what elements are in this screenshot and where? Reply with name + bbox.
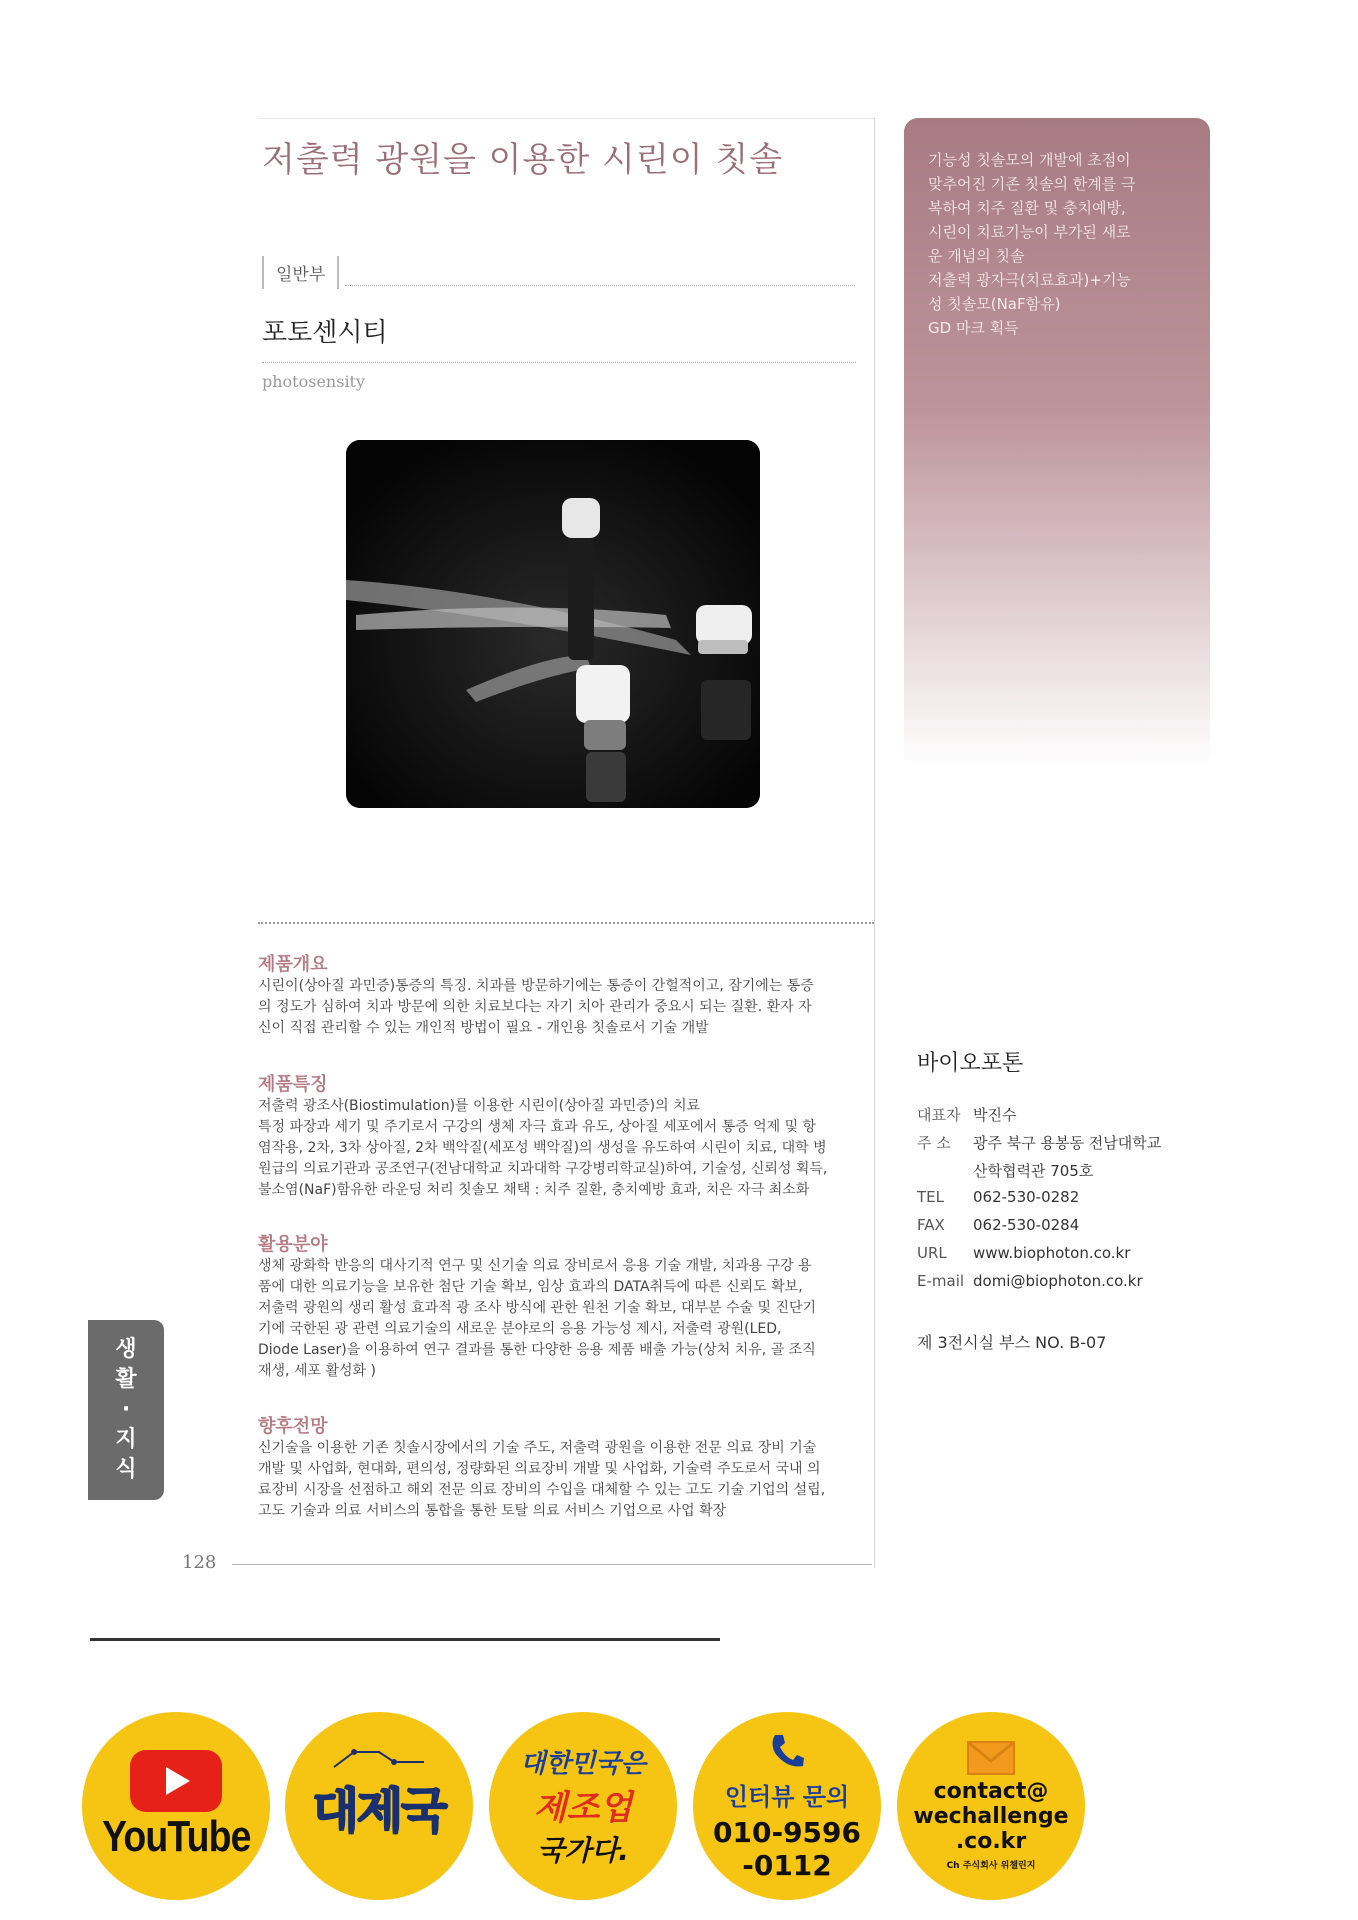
youtube-label: YouTube — [101, 1812, 251, 1861]
section-line: 시린이(상아질 과민증)통증의 특징. 치과를 방문하기에는 통증이 간헐적이고, 잠기에는 통증 — [258, 978, 814, 994]
email-link[interactable]: domi@biophoton.co.kr — [973, 1272, 1143, 1290]
tab-char: · — [121, 1397, 131, 1422]
info-row-tel — [917, 1188, 1079, 1206]
category-label: 일반부 — [262, 256, 339, 289]
tab-char: 활 — [115, 1367, 137, 1392]
section-body — [258, 1438, 850, 1522]
summary-text — [928, 148, 1190, 340]
section-line: 재생, 세포 활성화 ) — [258, 1363, 376, 1379]
section-overview — [258, 950, 850, 1039]
section-outlook — [258, 1412, 850, 1522]
section-line: 품에 대한 의료기능을 보유한 첨단 기술 확보, 임상 효과의 DATA취득에 따른 신뢰도 확보, — [258, 1279, 803, 1295]
section-body — [258, 976, 850, 1039]
summary-line: 맞추어진 기존 칫솔의 한계를 극 — [928, 175, 1136, 193]
section-line: 저출력 광원의 생리 활성 효과적 광 조사 방식에 관한 원천 기술 확보, 대부분 수술 및 진단기 — [258, 1300, 817, 1316]
section-line: 생체 광화학 반응의 대사기적 연구 및 신기술 의료 장비로서 응용 기술 개발, 치과용 구강 용 — [258, 1258, 812, 1274]
section-line: 염작용, 2차, 3차 상아질, 2차 백악질(세포성 백악질)의 생성을 유도하여 시린이 치료, 대학 병 — [258, 1140, 827, 1156]
section-line: 불소염(NaF)함유한 라운딩 처리 칫솔모 채택 : 치주 질환, 충치예방 효과, 치은 자극 최소화 — [258, 1182, 810, 1198]
section-applications — [258, 1230, 850, 1382]
slogan-line-1: 대한민국은 — [520, 1749, 646, 1779]
info-key: 주 소 — [917, 1134, 951, 1152]
company-name: 포토센시티 — [262, 318, 388, 348]
info-value: 062-530-0284 — [973, 1216, 1080, 1234]
info-key: 대표자 — [917, 1106, 961, 1124]
section-heading: 활용분야 — [258, 1234, 328, 1255]
section-tab — [88, 1320, 164, 1500]
info-row-address — [917, 1132, 1161, 1153]
section-body — [258, 1096, 850, 1201]
website-link[interactable]: www.biophoton.co.kr — [973, 1244, 1131, 1262]
section-line: 고도 기술과 의료 서비스의 통합을 통한 토탈 의료 서비스 기업으로 사업 확장 — [258, 1503, 727, 1519]
slogan-badge[interactable] — [489, 1712, 677, 1900]
info-value: 박진수 — [973, 1106, 1017, 1124]
email-line-1: contact@ — [933, 1779, 1049, 1804]
youtube-button[interactable] — [82, 1712, 270, 1900]
tab-char: 식 — [115, 1457, 137, 1482]
article-title: 저출력 광원을 이용한 시린이 칫솔 — [262, 140, 784, 180]
summary-line: GD 마크 획득 — [928, 319, 1019, 337]
booth-number: 제 3전시실 부스 NO. B-07 — [917, 1333, 1107, 1352]
email-line-2: wechallenge — [913, 1804, 1069, 1829]
daejeguk-label: 대제국 — [312, 1782, 446, 1839]
scan-edge-line — [90, 1638, 720, 1641]
slogan-line-3: 국가다. — [537, 1834, 629, 1867]
info-row-address-2 — [917, 1160, 1093, 1181]
summary-line: 성 칫솔모(NaF함유) — [928, 295, 1061, 313]
email-line-3: .co.kr — [955, 1829, 1027, 1854]
slogan-line-2: 제조업 — [533, 1788, 633, 1828]
info-row-email — [917, 1272, 1143, 1290]
section-heading: 제품개요 — [258, 954, 328, 975]
toothbrush-photo — [346, 440, 760, 808]
info-row-fax — [917, 1216, 1079, 1234]
section-line: 기에 국한된 광 관련 의료기술의 새로운 분야로의 응용 가능성 제시, 저출력 광원(LED, — [258, 1321, 782, 1337]
info-row-url — [917, 1244, 1130, 1262]
summary-line: 저출력 광자극(치료효과)+기능 — [928, 271, 1131, 289]
company-badge: Ch 주식회사 위챌린지 — [946, 1861, 1036, 1871]
info-key: TEL — [917, 1188, 944, 1206]
info-key: URL — [917, 1244, 947, 1262]
info-key: E-mail — [917, 1272, 965, 1290]
info-value: 062-530-0282 — [973, 1188, 1080, 1206]
tab-char: 생 — [115, 1337, 137, 1362]
summary-line: 운 개념의 칫솔 — [928, 247, 1025, 265]
section-line: 개발 및 사업화, 현대화, 편의성, 정량화된 의료장비 개발 및 사업화, 기술력 주도로서 국내 의 — [258, 1461, 821, 1477]
tab-char: 지 — [115, 1427, 137, 1452]
daejeguk-button[interactable] — [285, 1712, 473, 1900]
summary-line: 시린이 치료기능이 부가된 새로 — [928, 223, 1131, 241]
info-key: FAX — [917, 1216, 945, 1234]
frame-right-line — [874, 118, 875, 1568]
section-line: 특정 파장과 세기 및 주기로서 구강의 생체 자극 효과 유도, 상아질 세포에서 통증 억제 및 항 — [258, 1119, 817, 1135]
info-row-ceo — [917, 1104, 1016, 1125]
exhibitor-name: 바이오포톤 — [917, 1051, 1024, 1076]
summary-line: 기능성 칫솔모의 개발에 초점이 — [928, 151, 1131, 169]
info-value: 산학협력관 705호 — [973, 1162, 1094, 1180]
section-line: 저출력 광조사(Biostimulation)를 이용한 시린이(상아질 과민증)의 치료 — [258, 1098, 701, 1114]
phone-icon — [767, 1731, 807, 1771]
section-divider — [258, 922, 874, 924]
section-features — [258, 1070, 850, 1201]
section-line: 료장비 시장을 선점하고 해외 전문 의료 장비의 수입을 대체할 수 있는 고도 기술 기업의 설립, — [258, 1482, 826, 1498]
section-line: 원급의 의료기관과 공조연구(전남대학교 치과대학 구강병리학교실)하여, 기술성, 신뢰성 획득, — [258, 1161, 828, 1177]
page-number: 128 — [182, 1552, 217, 1573]
email-contact-button[interactable] — [897, 1712, 1085, 1900]
category-divider — [345, 285, 855, 286]
youtube-play-icon — [130, 1750, 222, 1812]
envelope-icon — [967, 1741, 1015, 1775]
company-divider — [262, 362, 856, 363]
circuit-icon — [324, 1742, 434, 1772]
interview-label: 인터뷰 문의 — [724, 1782, 850, 1811]
section-heading: 제품특징 — [258, 1074, 328, 1095]
toothbrush-illustration — [346, 440, 760, 808]
page-footer-line — [232, 1564, 872, 1565]
phone-line-1: 010-9596 — [713, 1815, 861, 1849]
section-heading: 향후전망 — [258, 1416, 328, 1437]
info-value: 광주 북구 용봉동 전남대학교 — [973, 1134, 1162, 1152]
summary-line: 복하여 치주 질환 및 충치예방, — [928, 199, 1126, 217]
company-name-en: photosensity — [262, 372, 366, 391]
section-line: 신이 직접 관리할 수 있는 개인적 방법이 필요 - 개인용 칫솔로서 기술 개발 — [258, 1020, 709, 1036]
interview-contact-button[interactable] — [693, 1712, 881, 1900]
section-line: 의 정도가 심하여 치과 방문에 의한 치료보다는 자기 치아 관리가 중요시 되는 질환. 환자 자 — [258, 999, 812, 1015]
frame-top-line — [258, 118, 874, 119]
section-line: Diode Laser)을 이용하여 연구 결과를 통한 다양한 응용 제품 배출 가능(상처 치유, 골 조직 — [258, 1342, 816, 1358]
section-body — [258, 1256, 850, 1382]
phone-line-2: -0112 — [742, 1848, 832, 1882]
section-line: 신기술을 이용한 기존 칫솔시장에서의 기술 주도, 저출력 광원을 이용한 전문 의료 장비 기술 — [258, 1440, 817, 1456]
